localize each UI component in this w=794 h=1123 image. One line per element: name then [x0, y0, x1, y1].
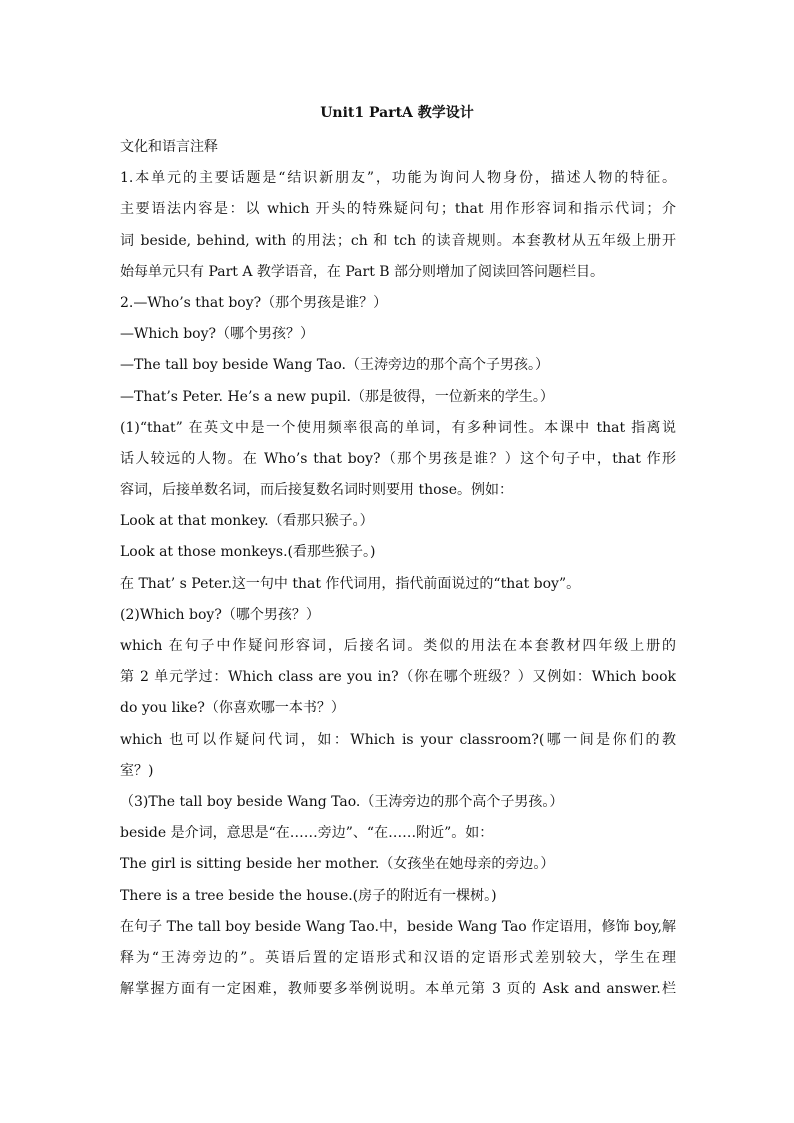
- text-line: 容词，后接单数名词，而后接复数名词时则要用 those。例如：: [120, 482, 513, 499]
- text-line: 话人较远的人物。在 Who’s that boy?（那个男孩是谁？）这个句子中，that 作形: [120, 450, 676, 467]
- text-line: which 也可以作疑问代词，如：Which is your classroom?(哪一间是你们的教: [120, 731, 676, 748]
- text-line: (1)“that” 在英文中是一个使用频率很高的单词，有多种词性。本课中 that 指离说: [120, 419, 676, 436]
- text-line: 始每单元只有 Part A 教学语音，在 Part B 部分则增加了阅读回答问题栏目。: [120, 263, 605, 280]
- text-line: 在 That’ s Peter.这一句中 that 作代词用，指代前面说过的“that boy”。: [120, 575, 581, 592]
- text-line: The girl is sitting beside her mother.（女孩坐在她母亲的旁边。）: [120, 856, 555, 873]
- text-line: 解掌握方面有一定困难，教师要多举例说明。本单元第 3 页的 Ask and answer.栏: [120, 981, 676, 998]
- text-line: —Which boy?（哪个男孩？）: [120, 326, 314, 343]
- text-line: （3)The tall boy beside Wang Tao.（王涛旁边的那个高个子男孩。）: [120, 793, 564, 810]
- text-line: —That’s Peter. He’s a new pupil.（那是彼得，一位新来的学生。）: [120, 388, 554, 405]
- text-line: which 在句子中作疑问形容词，后接名词。类似的用法在本套教材四年级上册的: [120, 638, 676, 654]
- text-line: 在句子 The tall boy beside Wang Tao.中，beside Wang Tao 作定语用，修饰 boy,解: [120, 918, 676, 935]
- text-line: Look at those monkeys.(看那些猴子。): [120, 544, 376, 561]
- text-line: do you like?（你喜欢哪一本书？）: [120, 700, 345, 717]
- text-line: 释为“王涛旁边的”。英语后置的定语形式和汉语的定语形式差别较大，学生在理: [120, 949, 676, 966]
- text-line: 室？): [120, 762, 154, 779]
- text-line: 词 beside, behind, with 的用法；ch 和 tch 的读音规则。本套教材从五年级上册开: [120, 232, 676, 249]
- document-body: [120, 132, 676, 1005]
- text-line: 文化和语言注释: [120, 139, 218, 155]
- document-title: Unit1 PartA 教学设计: [320, 105, 474, 121]
- text-line: (2)Which boy?（哪个男孩？）: [120, 606, 320, 623]
- text-line: 主要语法内容是：以 which 开头的特殊疑问句；that 用作形容词和指示代词；介: [120, 201, 676, 218]
- text-line: beside 是介词，意思是“在……旁边”、“在……附近”。如：: [120, 825, 494, 842]
- text-line: 1.本单元的主要话题是“结识新朋友”，功能为询问人物身份，描述人物的特征。: [120, 170, 676, 187]
- text-line: There is a tree beside the house.(房子的附近有一棵树。): [120, 887, 497, 904]
- text-line: —The tall boy beside Wang Tao.（王涛旁边的那个高个子男孩。）: [120, 357, 550, 374]
- text-line: Look at that monkey.（看那只猴子。）: [120, 513, 374, 530]
- text-line: 第 2 单元学过：Which class are you in?（你在哪个班级？）又例如：Which book: [120, 669, 676, 686]
- text-line: 2.—Who’s that boy?（那个男孩是谁？）: [120, 294, 388, 311]
